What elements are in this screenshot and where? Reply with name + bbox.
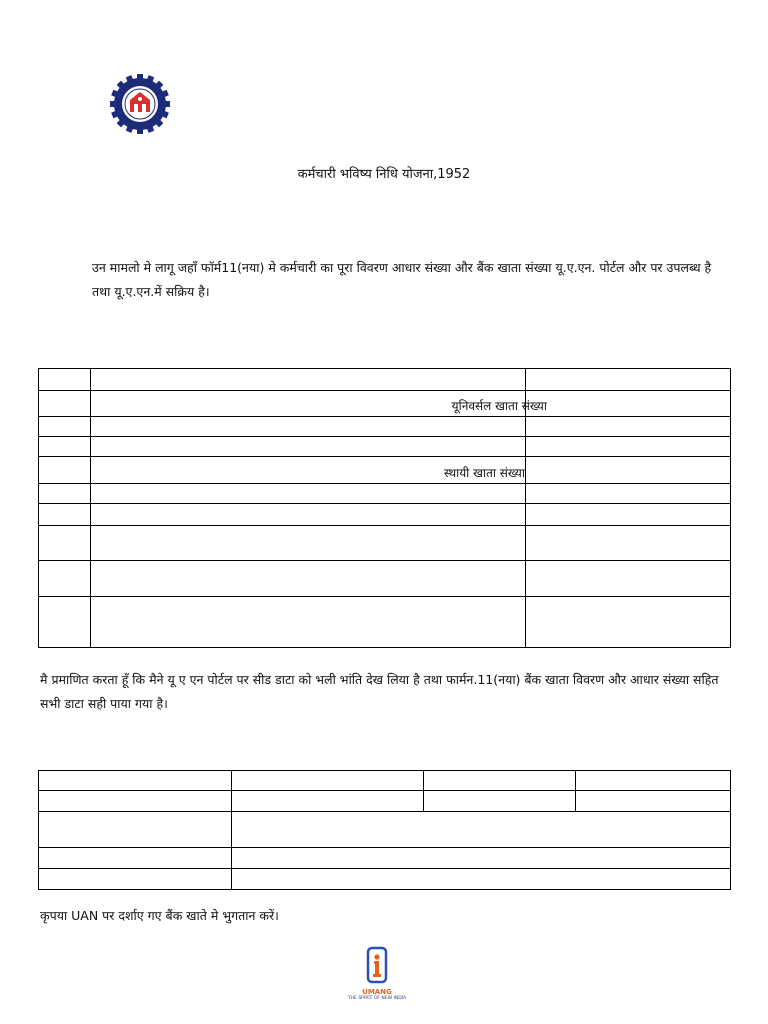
table-row — [39, 526, 731, 561]
table-row — [39, 457, 731, 484]
table-row — [39, 504, 731, 526]
umang-phone-icon — [364, 946, 390, 986]
intro-paragraph: उन मामलो मे लागू जहाँ फॉर्म11(नया) मे कर्मचारी का पूरा विवरण आधार संख्या और बैंक खाता संख्या यू.ए.एन. पोर्टल और पर उपलब्ध है तथा यू.ए.एन.में सक्रिय है। — [92, 260, 712, 299]
table-row — [39, 812, 731, 848]
page-title: कर्मचारी भविष्य निधि योजना,1952 — [297, 167, 471, 182]
table-row — [39, 848, 731, 869]
umang-tagline: THE SPIRIT OF NEW INDIA — [347, 996, 407, 1001]
table-row — [39, 484, 731, 504]
table-row — [39, 391, 731, 417]
table-row — [39, 771, 731, 791]
member-details-table — [38, 368, 731, 648]
table-row — [39, 791, 731, 812]
table-row — [39, 417, 731, 437]
permanent-account-label: स्थायी खाता संख्या — [444, 466, 525, 480]
table-row — [39, 597, 731, 648]
table-row — [39, 869, 731, 890]
umang-wordmark: UMANG — [362, 988, 392, 996]
uan-label: यूनिवर्सल खाता संख्या — [451, 399, 547, 413]
payment-request-text: कृपया UAN पर दर्शाए गए बैंक खाते मे भुगतान करें। — [40, 908, 279, 923]
uan-value-cell[interactable] — [526, 391, 731, 417]
umang-logo — [347, 946, 407, 1001]
table-row — [39, 437, 731, 457]
certification-paragraph: मै प्रमाणित करता हूँ कि मैने यू ए एन पोर्टल पर सीड डाटा को भली भांति देख लिया है तथा फार्मन.11(नया) बैंक खाता विवरण और आधार संख्या सहित सभी डाटा सही पाया गया है। — [40, 672, 719, 711]
epfo-logo — [108, 72, 172, 136]
table-row — [39, 561, 731, 597]
signature-details-table — [38, 770, 731, 890]
table-row — [39, 369, 731, 391]
permanent-account-value-cell[interactable] — [526, 457, 731, 484]
